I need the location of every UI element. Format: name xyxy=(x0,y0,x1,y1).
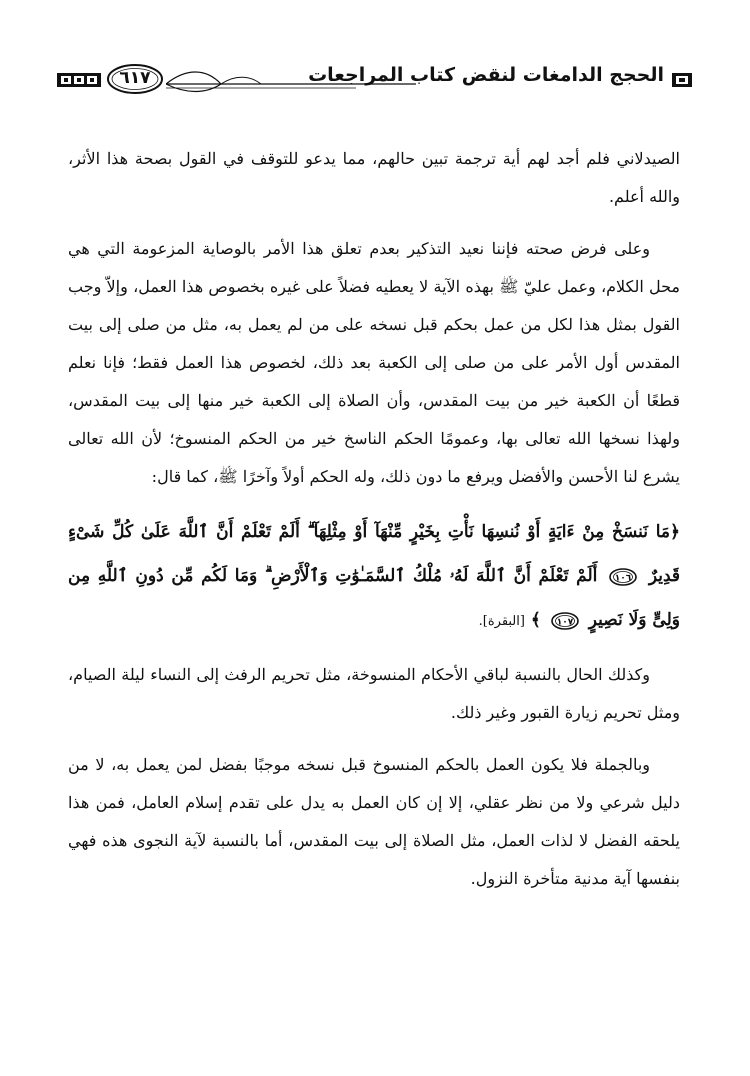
paragraph-3: وكذلك الحال بالنسبة لباقي الأحكام المنسوخة، مثل تحريم الرفث إلى النساء ليلة الصيام، ومثل تحريم زيارة القبور وغير ذلك. xyxy=(68,665,680,722)
ayah-number-107: ١٠٧ xyxy=(556,617,574,627)
paragraph-4: وبالجملة فلا يكون العمل بالحكم المنسوخ قبل نسخه موجبًا بفضل لمن يعمل به، لا من دليل شرعي ولا من نظر عقلي، إلا إن كان العمل به يدل على تقدم إسلام العامل، فمن هذا يلحقه الفضل لا لذات العمل، مثل الصلاة إلى بيت المقدس، أما بالنسبة لآية النجوى هذه فهي بنفسها آية مدنية متأخرة النزول. xyxy=(68,755,680,888)
quote-citation: [البقرة]. xyxy=(478,614,525,629)
quran-quote xyxy=(68,510,680,644)
running-header xyxy=(56,60,694,100)
ayah-number-106: ١٠٦ xyxy=(614,573,632,583)
header-title: الحجج الدامغات لنقض كتاب المراجعات xyxy=(308,64,664,86)
ayah-marker-icon xyxy=(550,611,580,631)
paragraph-2: وعلى فرض صحته فإننا نعيد التذكير بعدم تعلق هذا الأمر بالوصاية المزعومة التي هي محل الكلام، وعمل عليّ ﷺ بهذه الآية لا يعطيه فضلاً على غيره بخصوص هذا العمل، وإلاّ وجب القول بمثل هذا لكل من عمل بحكم قبل نسخه على من لم يعمل به، مثل من صلى إلى بيت المقدس أول الأمر على من صلى إلى الكعبة بعد ذلك، لخصوص هذا العمل فقط؛ فإنا نعلم قطعًا أن الكعبة خير من بيت المقدس، وأن الصلاة إلى الكعبة خير منها إلى بيت المقدس، ولهذا نسخها الله تعالى بها، وعمومًا الحكم الناسخ خير من الحكم المنسوخ؛ لأن الله تعالى يشرع لنا الأحسن والأفضل ويرفع ما دون ذلك، وله الحكم أولاً وآخرًا ﷺ، كما قال: xyxy=(68,239,680,486)
page-body xyxy=(68,140,680,912)
header-rule-ornament-icon xyxy=(166,64,416,96)
page-number: ٦١٧ xyxy=(119,68,151,88)
paragraph-1: الصيدلاني فلم أجد لهم أية ترجمة تبين حالهم، مما يدعو للتوقف في القول بصحة هذا الأثر، والله أعلم. xyxy=(68,149,680,206)
header-ornament-left-icon xyxy=(56,70,102,90)
quote-part-1: ﴿مَا نَنسَخْ مِنْ ءَايَةٍ أَوْ نُنسِهَا نَأْتِ بِخَيْرٍ مِّنْهَآ أَوْ مِثْلِهَآ ۗ أَلَمْ تَعْلَمْ أَنَّ ٱللَّهَ عَلَىٰ كُلِّ شَىْءٍ قَدِيرٌ xyxy=(68,522,681,586)
quote-close: ﴾ xyxy=(530,610,541,630)
ayah-marker-icon xyxy=(608,567,638,587)
header-ornament-right-icon xyxy=(670,70,694,90)
quote-part-2: أَلَمْ تَعْلَمْ أَنَّ ٱللَّهَ لَهُۥ مُلْكُ ٱلسَّمَـٰوَٰتِ وَٱلْأَرْضِ ۗ وَمَا لَكُم مِّن دُونِ ٱللَّهِ مِن وَلِىٍّ وَلَا نَصِيرٍ xyxy=(68,566,680,630)
